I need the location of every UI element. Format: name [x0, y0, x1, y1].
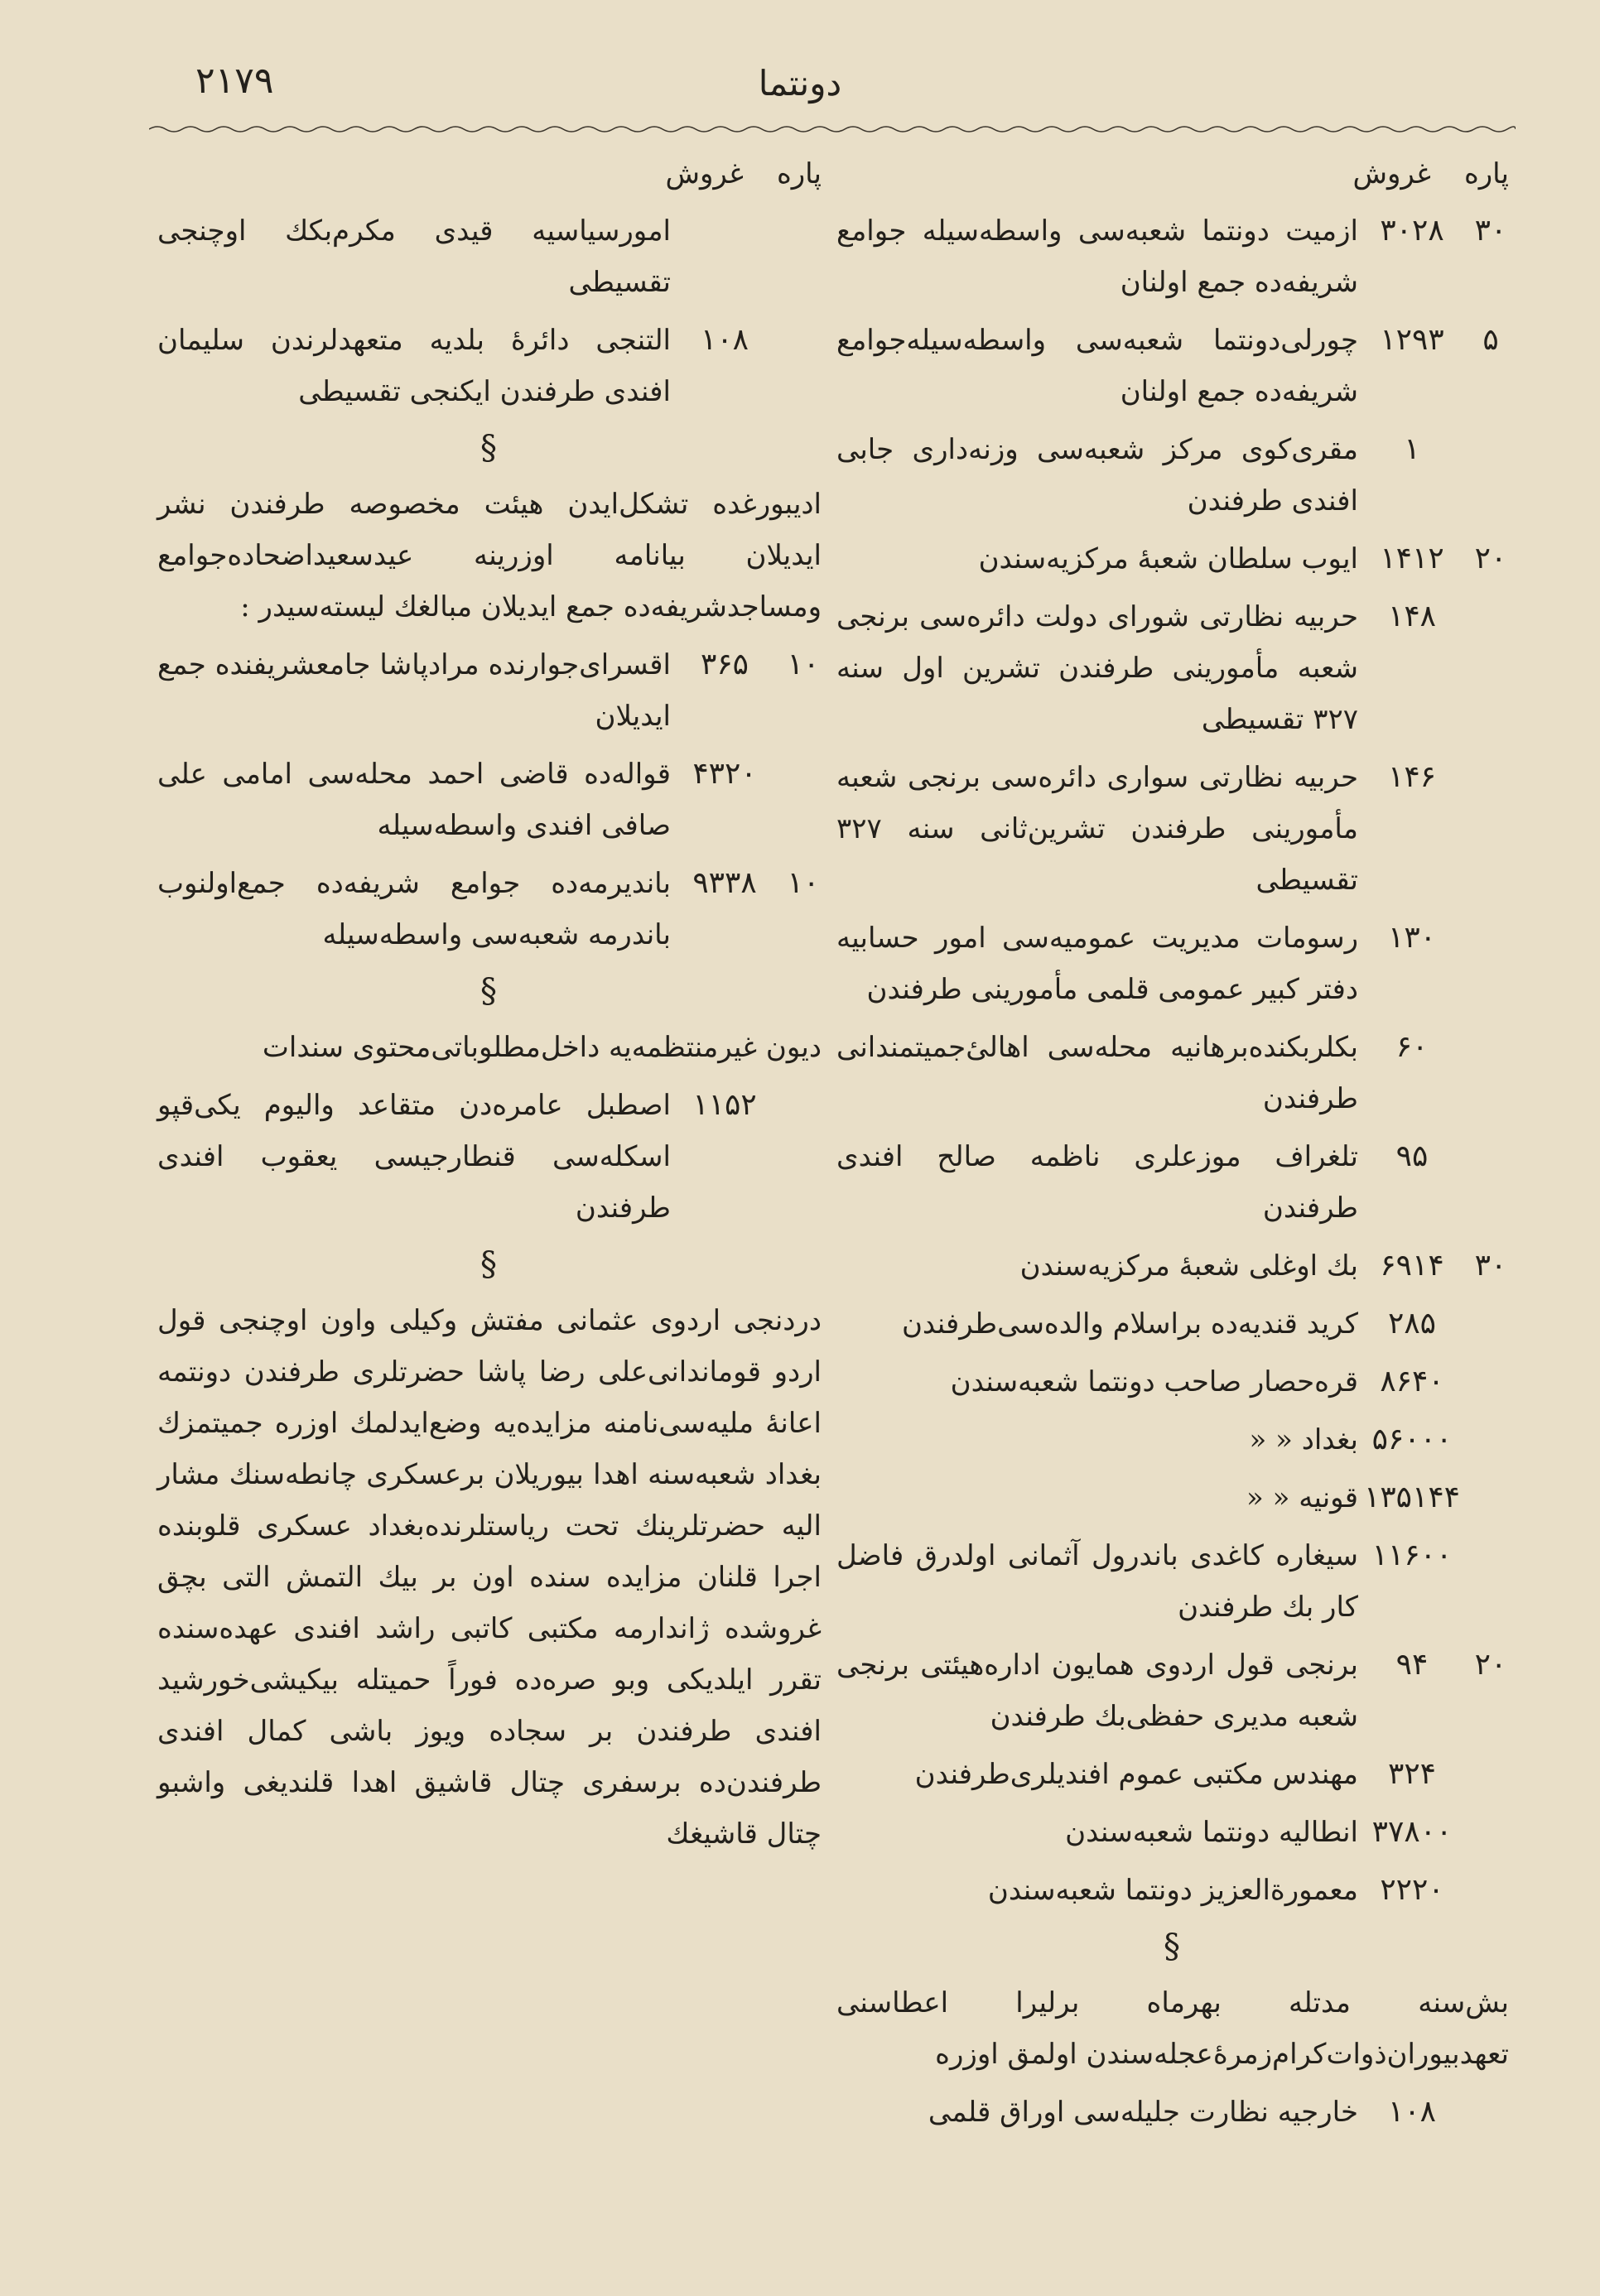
ghurush-value: ۱۴۱۲ [1380, 542, 1444, 575]
running-title: دونتما [758, 63, 842, 103]
entry-description: بغداد « « [1249, 1423, 1358, 1456]
ghurush-value: ۳۲۴ [1387, 1757, 1436, 1791]
list-item [828, 1240, 1516, 1292]
entry-description: خارجیه نظارت جلیله‌سی اوراق قلمی [928, 2096, 1358, 2129]
para-value: ۵ [1482, 323, 1499, 357]
entry-description: بك اوغلی شعبهٔ مرکزیه‌سندن [1019, 1249, 1358, 1283]
entry-description: ایوب سلطان شعبهٔ مرکزیه‌سندن [978, 542, 1358, 575]
list-item [828, 424, 1516, 527]
entry-description: اصطبل عامره‌دن متقاعد والیوم یکی‌قپو اسکله‌سی قنطارجیسی یعقوب افندی طرفندن [157, 1089, 671, 1225]
section-mark: § [480, 972, 497, 1010]
ghurush-value: ۹۴ [1395, 1648, 1429, 1682]
list-item [149, 1080, 828, 1234]
entry-description: چورلی‌دونتما شعبه‌سی واسطه‌سیله‌جوامع شریفه‌ده جمع اولنان [836, 324, 1358, 408]
list-item [828, 1639, 1516, 1742]
ghurush-value: ۱۰۸ [1387, 2095, 1436, 2129]
col-ghurush-label: غروش [1352, 157, 1431, 190]
ghurush-value: ۱۱۶۰۰ [1371, 1538, 1453, 1572]
ghurush-value: ۱۳۰ [1387, 921, 1436, 955]
entry-description: کرید قندیه‌ده براسلام والده‌سی‌طرفندن [901, 1307, 1358, 1341]
ghurush-value: ۱۰۸ [700, 323, 749, 357]
para-value: ۳۰ [1474, 214, 1507, 248]
entry-description: التنجی دائرهٔ بلدیه متعهدلرندن سلیمان افندی طرفندن ایکنجی تقسیطی [157, 324, 671, 408]
entry-description: معمورة‌العزیز دونتما شعبه‌سندن [987, 1874, 1358, 1907]
list-item [828, 591, 1516, 745]
ghurush-value: ۶۹۱۴ [1380, 1249, 1444, 1283]
entry-description: انطالیه دونتما شعبه‌سندن [1065, 1816, 1358, 1849]
list-item [149, 315, 828, 417]
list-item [149, 639, 828, 742]
ghurush-value: ۱۳۵۱۴۴ [1363, 1480, 1460, 1514]
list-item [828, 1414, 1516, 1466]
list-item [828, 752, 1516, 906]
left-column [149, 149, 828, 1860]
ghurush-value: ۶۰ [1395, 1030, 1429, 1064]
body-paragraph: دردنجی اردوی عثمانی مفتش وکیلی واون اوچنجی قول اردو قوماندانی‌علی رضا پاشا حضرتلری طرفندن دونتمه اعانهٔ ملیه‌سی‌نامنه مزایده‌یه وضع‌ایدلمك اوزره جمیتمزك بغداد شعبه‌سنه اهدا بیوریلان برعسکری چانطه‌سنك مشار الیه حضرتلرینك تحت ریاستلرنده‌بغداد عسکری قلوبنده اجرا قلنان مزایده سنده اون بر بیك التمش التی بچق غروشده ژاندارمه مکتبی کاتبی راشد افندی عهده‌سنده تقرر ایلدیکی وبو صره‌ده فوراً حمیتله بیکیشی‌خورشید افندی طرفندن بر سجاده ویوز باشی کمال افندی طرفندن‌ده برسفری چتال قاشیق اهدا قلندیغی واشبو چتال قاشیغك [157, 1304, 822, 1851]
entry-description: برنجی قول اردوی همایون اداره‌هیئتی برنجی شعبه مدیری حفظی‌بك طرفندن [836, 1649, 1358, 1733]
list-item [149, 205, 828, 308]
entry-description: تلغراف موزعلری ناظمه صالح افندی طرفندن [836, 1140, 1358, 1225]
right-entries-list [828, 205, 1516, 1916]
ghurush-value: ۹۳۳۸ [692, 866, 757, 900]
list-item [828, 533, 1516, 585]
ghurush-value: ۲۸۵ [1387, 1307, 1436, 1341]
col-para-label: پاره [776, 157, 822, 190]
ghurush-value: ۵۶۰۰۰ [1371, 1422, 1453, 1456]
ghurush-value: ۳۷۸۰۰ [1371, 1815, 1453, 1849]
entry-description: سیغاره کاغدی باندرول آثمانی اولدرق فاضل کار بك طرفندن [836, 1539, 1358, 1624]
entry-description: قواله‌ده قاضی احمد محله‌سی امامی علی صافی افندی واسطه‌سیله [157, 758, 671, 842]
list-item [828, 1749, 1516, 1800]
header-wavy-rule [149, 124, 1516, 134]
entry-description: مهندس مکتبی عموم افندیلری‌طرفندن [914, 1758, 1358, 1791]
list-item [828, 1131, 1516, 1234]
ghurush-value: ۳۰۲۸ [1380, 214, 1444, 248]
right-column-header [828, 149, 1516, 199]
para-value: ۳۰ [1474, 1249, 1507, 1283]
list-item [828, 1807, 1516, 1858]
para-value: ۱۰ [787, 647, 820, 681]
list-item [149, 858, 828, 960]
col-ghurush-label: غروش [665, 157, 744, 190]
entry-description: باندیرمه‌ده جوامع شریفه‌ده جمع‌اولنوب باندرمه شعبه‌سی واسطه‌سیله [157, 867, 671, 951]
entry-description: مقری‌کوی مرکز شعبه‌سی وزنه‌داری جابی افندی طرفندن [836, 433, 1358, 517]
list-item [828, 205, 1516, 308]
para-value: ۲۰ [1474, 542, 1507, 575]
list-item [828, 1298, 1516, 1350]
col-para-label: پاره [1463, 157, 1509, 190]
ghurush-value: ۱۴۶ [1387, 760, 1436, 794]
list-item [828, 1865, 1516, 1916]
list-item [828, 1530, 1516, 1633]
list-item [828, 1356, 1516, 1408]
entry-description: امورسیاسیه قیدی مکرم‌بكك اوچنجی تقسیطی [157, 214, 671, 299]
ghurush-value: ۱۱۵۲ [692, 1088, 757, 1122]
section-heading: دیون غیرمنتظمه‌یه داخل‌مطلوباتی‌محتوی سندات [262, 1031, 822, 1064]
list-item [828, 1472, 1516, 1523]
section-mark: § [1164, 1928, 1180, 1966]
right-column [828, 149, 1516, 2138]
list-item [828, 2087, 1516, 2138]
section-mark: § [480, 429, 497, 467]
list-item [149, 748, 828, 851]
entry-description: بکلربکنده‌برهانیه محله‌سی اهالیٔ‌جمیتمندانی طرفندن [836, 1031, 1358, 1115]
entry-description: قونیه « « [1246, 1481, 1358, 1514]
left-column-header [149, 149, 828, 199]
entry-description: حربیه نظارتی شورای دولت دائره‌سی برنجی شعبه مأمورینی طرفندن تشرین اول سنه ۳۲۷ تقسیطی [836, 600, 1358, 736]
ghurush-value: ۳۶۵ [700, 647, 749, 681]
ghurush-value: ۱۲۹۳ [1380, 323, 1444, 357]
list-item [828, 315, 1516, 417]
para-value: ۱۰ [787, 866, 820, 900]
ghurush-value: ۴۳۲۰ [692, 757, 757, 791]
ghurush-value: ۲۲۲۰ [1380, 1873, 1444, 1907]
ghurush-value: ۹۵ [1395, 1139, 1429, 1173]
ghurush-value: ۸۶۴۰ [1380, 1365, 1444, 1398]
section-heading: ادیبورغده تشکل‌ایدن هیئت مخصوصه طرفندن نشر ایدیلان بیانامه اوزرینه عیدسعیداضحاده‌جوامع ومساجدشریفه‌ده جمع ایدیلان مبالغك لیسته‌سیدر : [157, 488, 822, 623]
ghurush-value: ۱ [1404, 432, 1420, 466]
entry-description: اقسرای‌جوارنده مرادپاشا جامعشریفنده جمع ایدیلان [157, 648, 671, 733]
section-mark: § [480, 1245, 497, 1283]
page-header [0, 60, 1600, 118]
entry-description: رسومات مدیریت عمومیه‌سی امور حسابیه دفتر کبیر عمومی قلمی مأمورینی طرفندن [836, 922, 1358, 1006]
entry-description: ازمیت دونتما شعبه‌سی واسطه‌سیله جوامع شریفه‌ده جمع اولنان [836, 214, 1358, 299]
para-value: ۲۰ [1474, 1648, 1507, 1682]
ghurush-value: ۱۴۸ [1387, 599, 1436, 633]
list-item [828, 912, 1516, 1015]
page-number: ۲۱۷۹ [195, 60, 274, 102]
entry-description: حربیه نظارتی سواری دائره‌سی برنجی شعبه مأمورینی طرفندن تشرین‌ثانی سنه ۳۲۷ تقسیطی [836, 761, 1358, 897]
list-item [828, 1022, 1516, 1124]
section-heading: بش‌سنه مدتله بهرماه برلیرا اعطاسنی تعهدبیوران‌ذوات‌کرام‌زمرهٔ‌عجله‌سندن اولمق اوزره [836, 1986, 1509, 2071]
entry-description: قره‌حصار صاحب دونتما شعبه‌سندن [950, 1365, 1358, 1398]
